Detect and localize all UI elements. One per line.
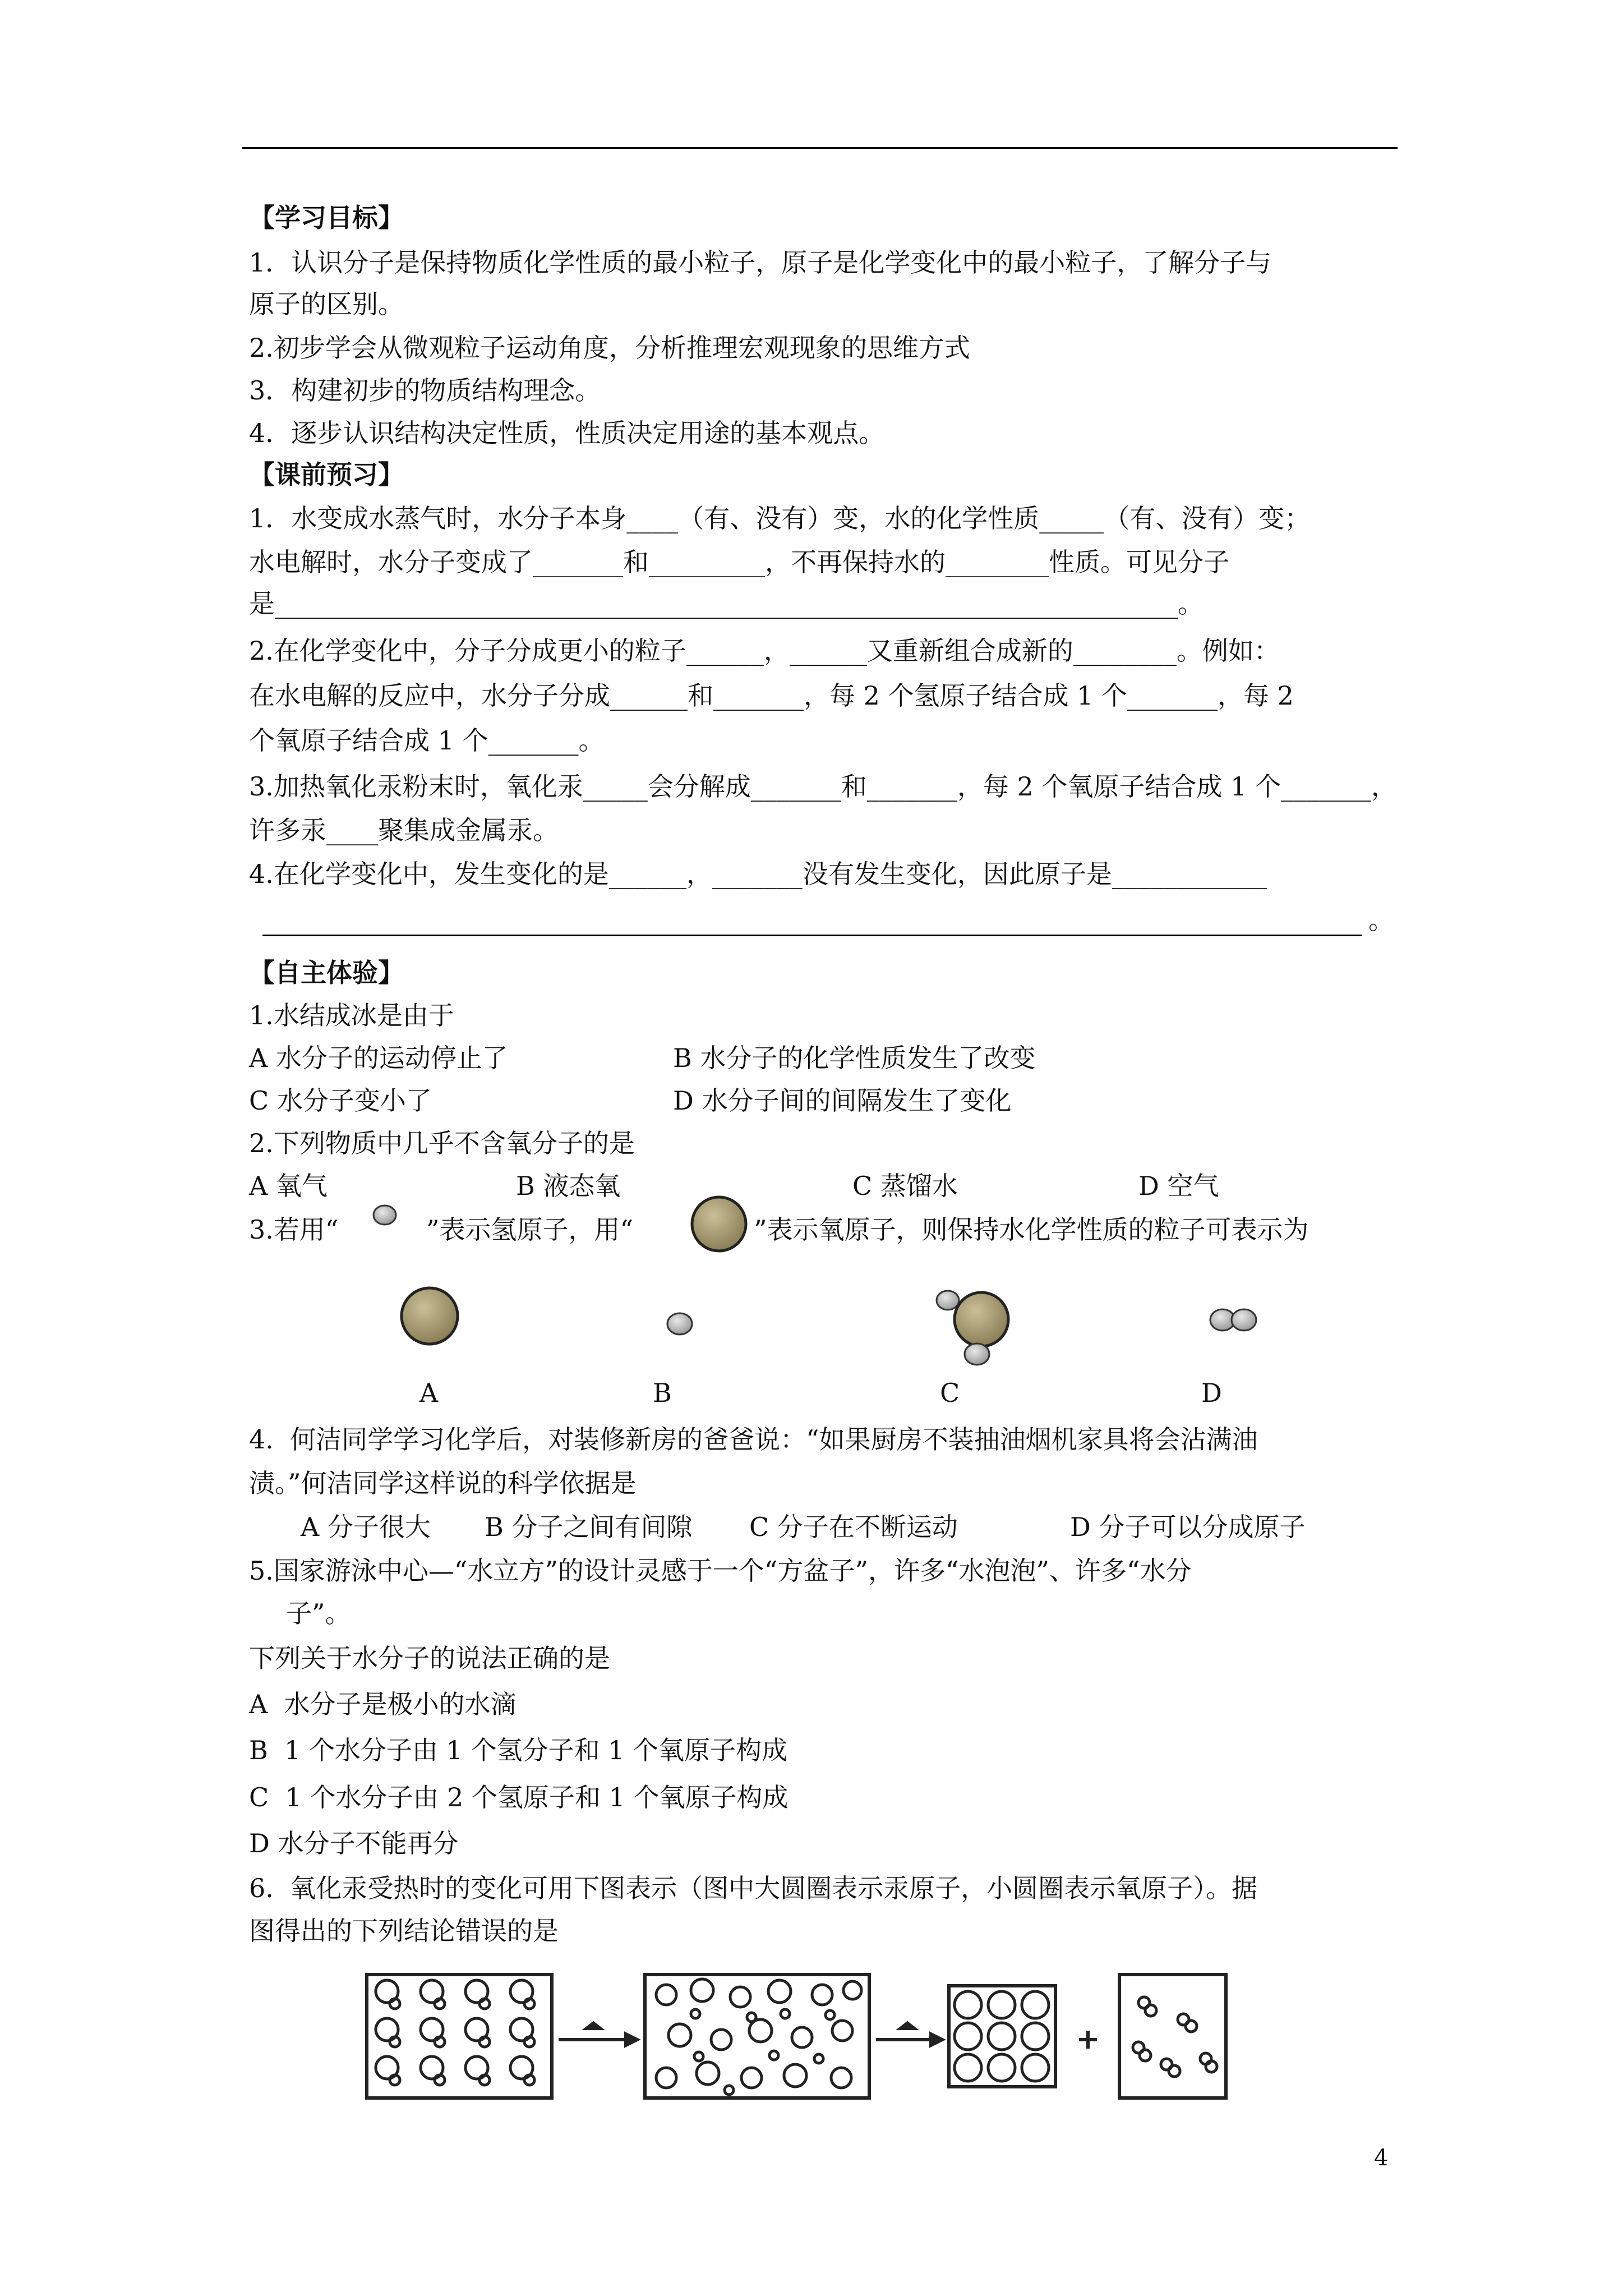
question-5-prompt: 下列关于水分子的说法正确的是 <box>249 1643 610 1673</box>
section-title-goals: 【学习目标】 <box>249 203 404 233</box>
q3-label-d: D <box>1201 1378 1222 1408</box>
question-5-line-1: 5.国家游泳中心—“水立方”的设计灵感于一个“方盆子”，许多“水泡泡”、许多“水分 <box>249 1556 1192 1586</box>
q1-option-d: D 水分子间的间隔发生了变化 <box>673 1085 1012 1116</box>
q1-option-a: A 水分子的运动停止了 <box>249 1043 508 1073</box>
question-5-line-2: 子”。 <box>286 1598 351 1628</box>
q3-option-c-water-molecule-icon <box>931 1285 1021 1369</box>
page-number: 4 <box>1374 2145 1389 2171</box>
preview-2-line-1: 2.在化学变化中，分子分成更小的粒子______，______又重新组合成新的________。例如： <box>249 636 1280 666</box>
preview-3-line-1: 3.加热氧化汞粉末时，氧化汞_____会分解成_______和_______，每 2 个氧原子结合成 1 个_______， <box>249 771 1397 802</box>
q2-option-c: C 蒸馏水 <box>852 1171 958 1201</box>
section-title-experience: 【自主体验】 <box>249 958 404 988</box>
q3-option-d-hydrogen-molecule-icon <box>1206 1305 1262 1335</box>
q2-option-b: B 液态氧 <box>516 1171 621 1201</box>
header-rule <box>242 147 1398 149</box>
goal-4: 4．逐步认识结构决定性质，性质决定用途的基本观点。 <box>249 418 885 448</box>
question-6-line-2: 图得出的下列结论错误的是 <box>249 1916 559 1946</box>
q3-option-a-oxygen-icon <box>398 1285 461 1347</box>
goal-3: 3．构建初步的物质结构理念。 <box>249 375 601 406</box>
preview-4-answer-line <box>262 935 1362 936</box>
q5-option-a: A 水分子是极小的水滴 <box>249 1689 517 1719</box>
goal-1-line-2: 原子的区别。 <box>249 289 404 319</box>
q4-option-b: B 分子之间有间隙 <box>485 1512 693 1542</box>
oxygen-atom-legend-icon <box>689 1194 749 1254</box>
q5-option-d: D 水分子不能再分 <box>249 1828 459 1858</box>
preview-1-line-3: 是______________________________________________________________________。 <box>249 588 1204 619</box>
q5-option-b: B 1 个水分子由 1 个氢分子和 1 个氧原子构成 <box>249 1735 787 1765</box>
q4-option-c: C 分子在不断运动 <box>749 1512 958 1542</box>
question-4-line-2: 渍。”何洁同学这样说的科学依据是 <box>249 1468 637 1498</box>
question-6-line-1: 6. 氧化汞受热时的变化可用下图表示（图中大圆圈表示汞原子，小圆圈表示氧原子）。据 <box>249 1873 1258 1903</box>
mercury-oxide-decomposition-diagram <box>359 1963 1234 2109</box>
question-1: 1.水结成冰是由于 <box>249 1000 454 1030</box>
goal-2: 2.初步学会从微观粒子运动角度，分析推理宏观现象的思维方式 <box>249 333 970 363</box>
preview-1-line-2: 水电解时，水分子变成了_______和_________，不再保持水的________性质。可见分子 <box>249 547 1229 577</box>
q4-option-d: D 分子可以分成原子 <box>1070 1512 1306 1542</box>
q5-option-c: C 1 个水分子由 2 个氢原子和 1 个氧原子构成 <box>249 1782 789 1812</box>
q3-label-b: B <box>653 1378 672 1408</box>
preview-2-line-2: 在水电解的反应中，水分子分成______和_______，每 2 个氢原子结合成 1 个_______，每 2 <box>249 680 1294 711</box>
question-3-part-2: ”表示氢原子，用“ <box>426 1214 634 1245</box>
q1-option-c: C 水分子变小了 <box>249 1085 432 1116</box>
question-2: 2.下列物质中几乎不含氧分子的是 <box>249 1128 635 1158</box>
preview-3-line-2: 许多汞____聚集成金属汞。 <box>249 815 559 845</box>
hydrogen-atom-legend-icon <box>370 1203 399 1227</box>
q1-option-b: B 水分子的化学性质发生了改变 <box>673 1043 1036 1073</box>
section-title-preview: 【课前预习】 <box>249 459 404 490</box>
q3-label-a: A <box>419 1378 439 1408</box>
preview-4-line-1: 4.在化学变化中，发生变化的是______，_______没有发生变化，因此原子是____________ <box>249 859 1267 889</box>
goal-1-line-1: 1．认识分子是保持物质化学性质的最小粒子，原子是化学变化中的最小粒子，了解分子与 <box>249 247 1272 278</box>
question-3-part-3: ”表示氧原子，则保持水化学性质的粒子可表示为 <box>754 1214 1309 1245</box>
q2-option-d: D 空气 <box>1138 1171 1219 1201</box>
question-4-line-1: 4. 何洁同学学习化学后，对装修新房的爸爸说：“如果厨房不装抽油烟机家具将会沾满油 <box>249 1424 1258 1455</box>
preview-2-line-3: 个氧原子结合成 1 个_______。 <box>249 725 605 756</box>
question-3-part-1: 3.若用“ <box>249 1214 339 1245</box>
q3-option-b-hydrogen-icon <box>664 1310 695 1337</box>
q4-option-a: A 分子很大 <box>301 1512 431 1542</box>
preview-1-line-1: 1．水变成水蒸气时，水分子本身____（有、没有）变，水的化学性质_____（有、没有）变； <box>249 503 1311 533</box>
q3-label-c: C <box>940 1378 960 1408</box>
q2-option-a: A 氧气 <box>249 1171 328 1201</box>
preview-4-line-2: 。 <box>1368 905 1394 935</box>
